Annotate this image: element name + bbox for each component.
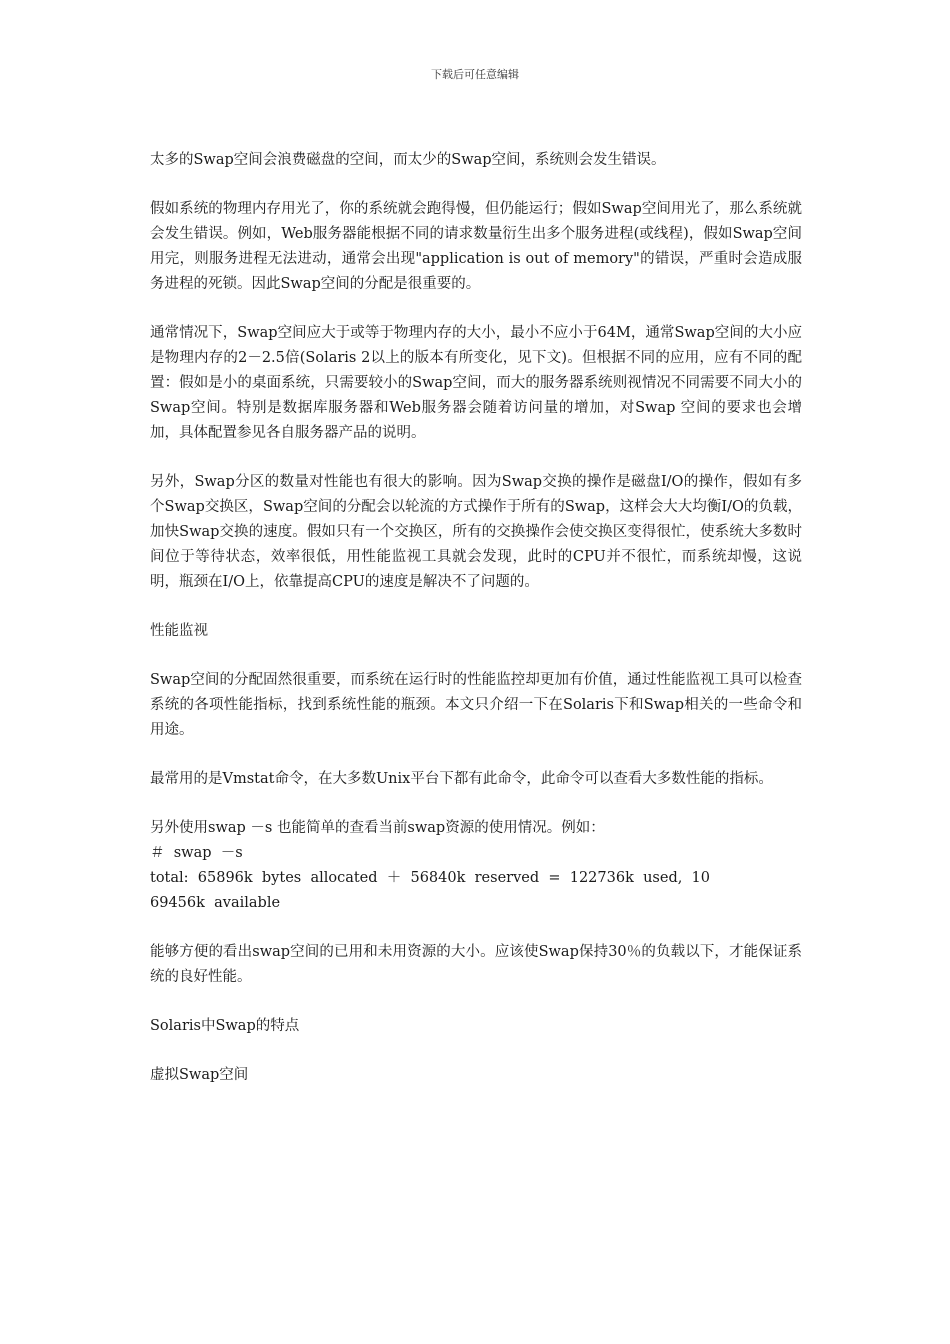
heading-solaris-swap: Solaris中Swap的特点 — [150, 1018, 300, 1034]
paragraph-swap-partitions: 另外，Swap分区的数量对性能也有很大的影响。因为Swap交换的操作是磁盘I/O的操作，假如有多个Swap交换区，Swap空间的分配会以轮流的方式操作于所有的Swap，这样会大大均衡I/O的负载，加快Swap交换的速度。假如只有一个交换区，所有的交换操作会使交换区变得很忙，使系统大多数时间位于等待状态，效率很低，用性能监视工具就会发现，此时的CPU并不很忙，而系统却慢，这说明，瓶颈在I/O上，依靠提高CPU的速度是解决不了问题的。 — [150, 474, 802, 590]
paragraph-memory-exhaustion: 假如系统的物理内存用光了，你的系统就会跑得慢，但仍能运行；假如Swap空间用光了，那么系统就会发生错误。例如，Web服务器能根据不同的请求数量衍生出多个服务进程(或线程)，假如Swap空间用完，则服务进程无法进动，通常会出现"application is out of memory"的错误，严重时会造成服务进程的死锁。因此Swap空间的分配是很重要的。 — [150, 201, 802, 292]
paragraph-swap-load: 能够方便的看出swap空间的已用和未用资源的大小。应该使Swap保持30％的负载以下，才能保证系统的良好性能。 — [150, 944, 802, 985]
paragraph-vmstat: 最常用的是Vmstat命令，在大多数Unix平台下都有此命令，此命令可以查看大多数性能的指标。 — [150, 771, 773, 787]
swap-output-line-2: 69456k available — [150, 895, 281, 911]
swap-command-line: ＃ swap －s — [150, 845, 243, 861]
paragraph-swap-intro: 太多的Swap空间会浪费磁盘的空间，而太少的Swap空间，系统则会发生错误。 — [150, 152, 666, 168]
paragraph-swap-size: 通常情况下，Swap空间应大于或等于物理内存的大小，最小不应小于64M，通常Swap空间的大小应是物理内存的2－2.5倍(Solaris 2以上的版本有所变化，见下文)。但根据不同的应用，应有不同的配置：假如是小的桌面系统，只需要较小的Swap空间，而大的服务器系统则视情况不同需要不同大小的Swap空间。特别是数据库服务器和Web服务器会随着访问量的增加，对Swap 空间的要求也会增加，具体配置参见各自服务器产品的说明。 — [150, 325, 802, 441]
swap-output-line-1: total: 65896k bytes allocated ＋ 56840k reserved = 122736k used, 10 — [150, 870, 710, 886]
swap-example-intro: 另外使用swap －s 也能简单的查看当前swap资源的使用情况。例如： — [150, 820, 605, 836]
heading-performance-monitoring: 性能监视 — [150, 623, 208, 639]
document-body — [150, 148, 802, 1112]
page-header: 下载后可任意编辑 — [431, 68, 519, 81]
heading-virtual-swap: 虚拟Swap空间 — [150, 1067, 249, 1083]
swap-command-example — [150, 816, 802, 916]
paragraph-monitoring: Swap空间的分配固然很重要，而系统在运行时的性能监控却更加有价值，通过性能监视工具可以检查系统的各项性能指标，找到系统性能的瓶颈。本文只介绍一下在Solaris下和Swap相关的一些命令和用途。 — [150, 672, 802, 738]
